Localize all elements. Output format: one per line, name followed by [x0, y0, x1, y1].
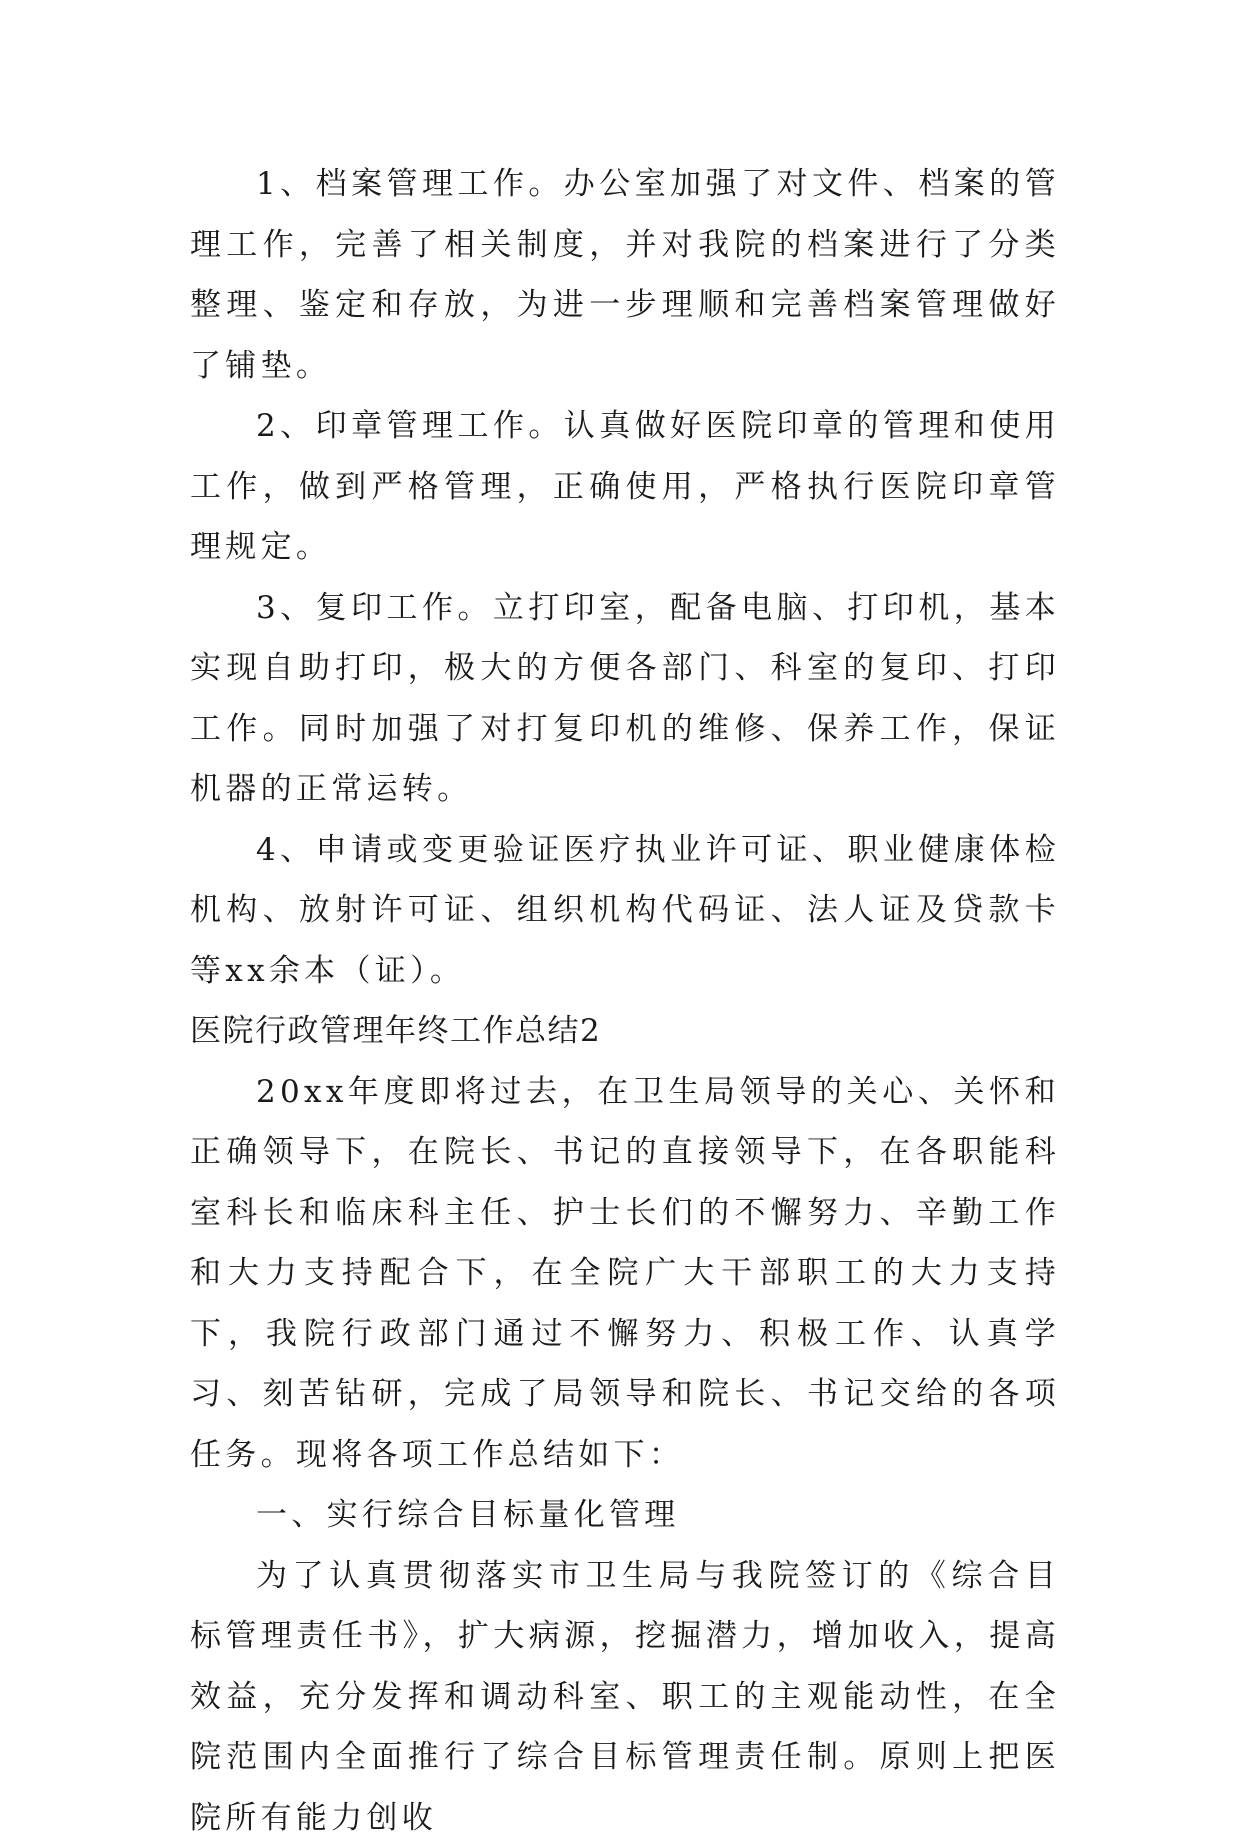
document-body [190, 154, 1060, 1848]
paragraph-copy-work: 3、复印工作。立打印室，配备电脑、打印机，基本实现自助打印，极大的方便各部门、科室的复印、打印工作。同时加强了对打复印机的维修、保养工作，保证机器的正常运转。 [190, 578, 1060, 820]
paragraph-year-intro: 20xx年度即将过去，在卫生局领导的关心、关怀和正确领导下，在院长、书记的直接领导下，在各职能科室科长和临床科主任、护士长们的不懈努力、辛勤工作和大力支持配合下，在全院广大干部职工的大力支持下，我院行政部门通过不懈努力、积极工作、认真学习、刻苦钻研，完成了局领导和院长、书记交给的各项任务。现将各项工作总结如下： [190, 1062, 1060, 1486]
subheading-target-management: 一、实行综合目标量化管理 [190, 1485, 1060, 1546]
section-title: 医院行政管理年终工作总结2 [190, 1001, 1060, 1062]
paragraph-seal-management: 2、印章管理工作。认真做好医院印章的管理和使用工作，做到严格管理，正确使用，严格执行医院印章管理规定。 [190, 396, 1060, 578]
paragraph-license-application: 4、申请或变更验证医疗执业许可证、职业健康体检机构、放射许可证、组织机构代码证、法人证及贷款卡等xx余本（证）。 [190, 820, 1060, 1002]
paragraph-target-responsibility: 为了认真贯彻落实市卫生局与我院签订的《综合目标管理责任书》，扩大病源，挖掘潜力，增加收入，提高效益，充分发挥和调动科室、职工的主观能动性，在全院范围内全面推行了综合目标管理责任制。原则上把医院所有能力创收 [190, 1546, 1060, 1848]
paragraph-archive-management: 1、档案管理工作。办公室加强了对文件、档案的管理工作，完善了相关制度，并对我院的档案进行了分类整理、鉴定和存放，为进一步理顺和完善档案管理做好了铺垫。 [190, 154, 1060, 396]
